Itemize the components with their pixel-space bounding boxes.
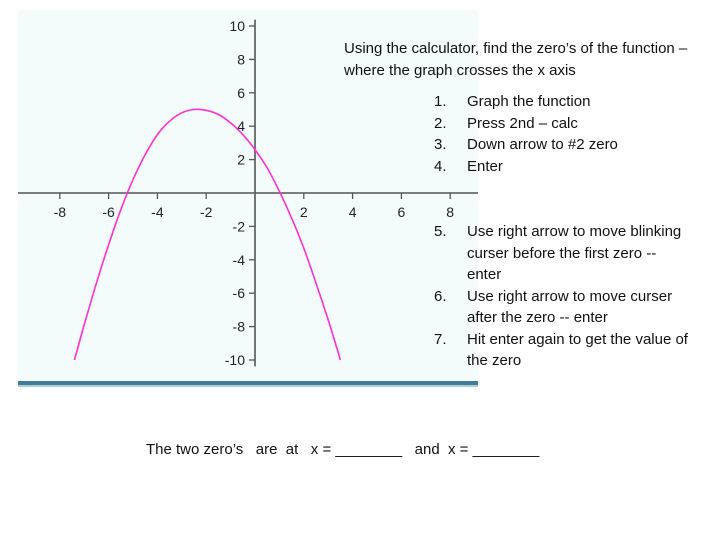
step-number: 3. [434, 136, 447, 153]
function-curve [74, 109, 340, 360]
y-tick-label: 10 [229, 18, 245, 34]
y-tick-label: 8 [237, 51, 245, 68]
steps-list-1 [434, 91, 694, 177]
step-item [434, 221, 694, 286]
y-tick-label: -4 [232, 251, 245, 268]
answer-line: The two zero’s are at x = ________ and x = ________ [146, 441, 540, 458]
step-item [434, 134, 694, 156]
x-tick-label: 4 [348, 204, 357, 220]
step-item [434, 156, 694, 178]
step-text: Use right arrow to move curser after the zero -- enter [467, 287, 673, 326]
x-tick-label: 8 [446, 204, 455, 220]
y-tick-label: 4 [237, 118, 245, 135]
step-text: Hit enter again to get the value of the zero [467, 330, 688, 369]
y-tick-label: -6 [232, 285, 245, 302]
step-number: 2. [434, 114, 447, 132]
step-text: Use right arrow to move blinking curser before the first zero -- enter [467, 223, 682, 283]
x-tick-label: -2 [199, 204, 213, 220]
step-number: 6. [434, 287, 447, 305]
step-text: Down arrow to #2 zero [467, 136, 618, 153]
step-item [434, 329, 694, 372]
step-number: 7. [434, 330, 447, 348]
step-text: Press 2nd – calc [467, 114, 578, 132]
x-tick-label: -6 [102, 204, 115, 220]
y-tick-label: -2 [232, 218, 245, 235]
x-tick-label: -4 [151, 204, 164, 220]
step-number: 1. [434, 93, 447, 110]
step-number: 4. [434, 157, 447, 175]
y-tick-label: 6 [237, 84, 245, 101]
instructions-heading: Using the calculator, find the zero’s of the function – where the graph crosses the x axis [344, 40, 688, 79]
graph-bottom-border [18, 381, 478, 387]
steps-list-2 [434, 221, 694, 372]
y-tick-label: 2 [237, 151, 245, 168]
y-tick-label: -8 [232, 318, 245, 335]
step-text: Graph the function [467, 93, 591, 110]
step-item [434, 91, 694, 113]
x-tick-label: 6 [397, 204, 406, 220]
x-tick-label: 2 [299, 204, 308, 220]
y-tick-label: -10 [224, 352, 245, 368]
step-item [434, 286, 694, 329]
step-text: Enter [467, 157, 503, 175]
x-tick-label: -8 [53, 204, 67, 220]
step-item [434, 113, 694, 135]
step-number: 5. [434, 223, 447, 240]
